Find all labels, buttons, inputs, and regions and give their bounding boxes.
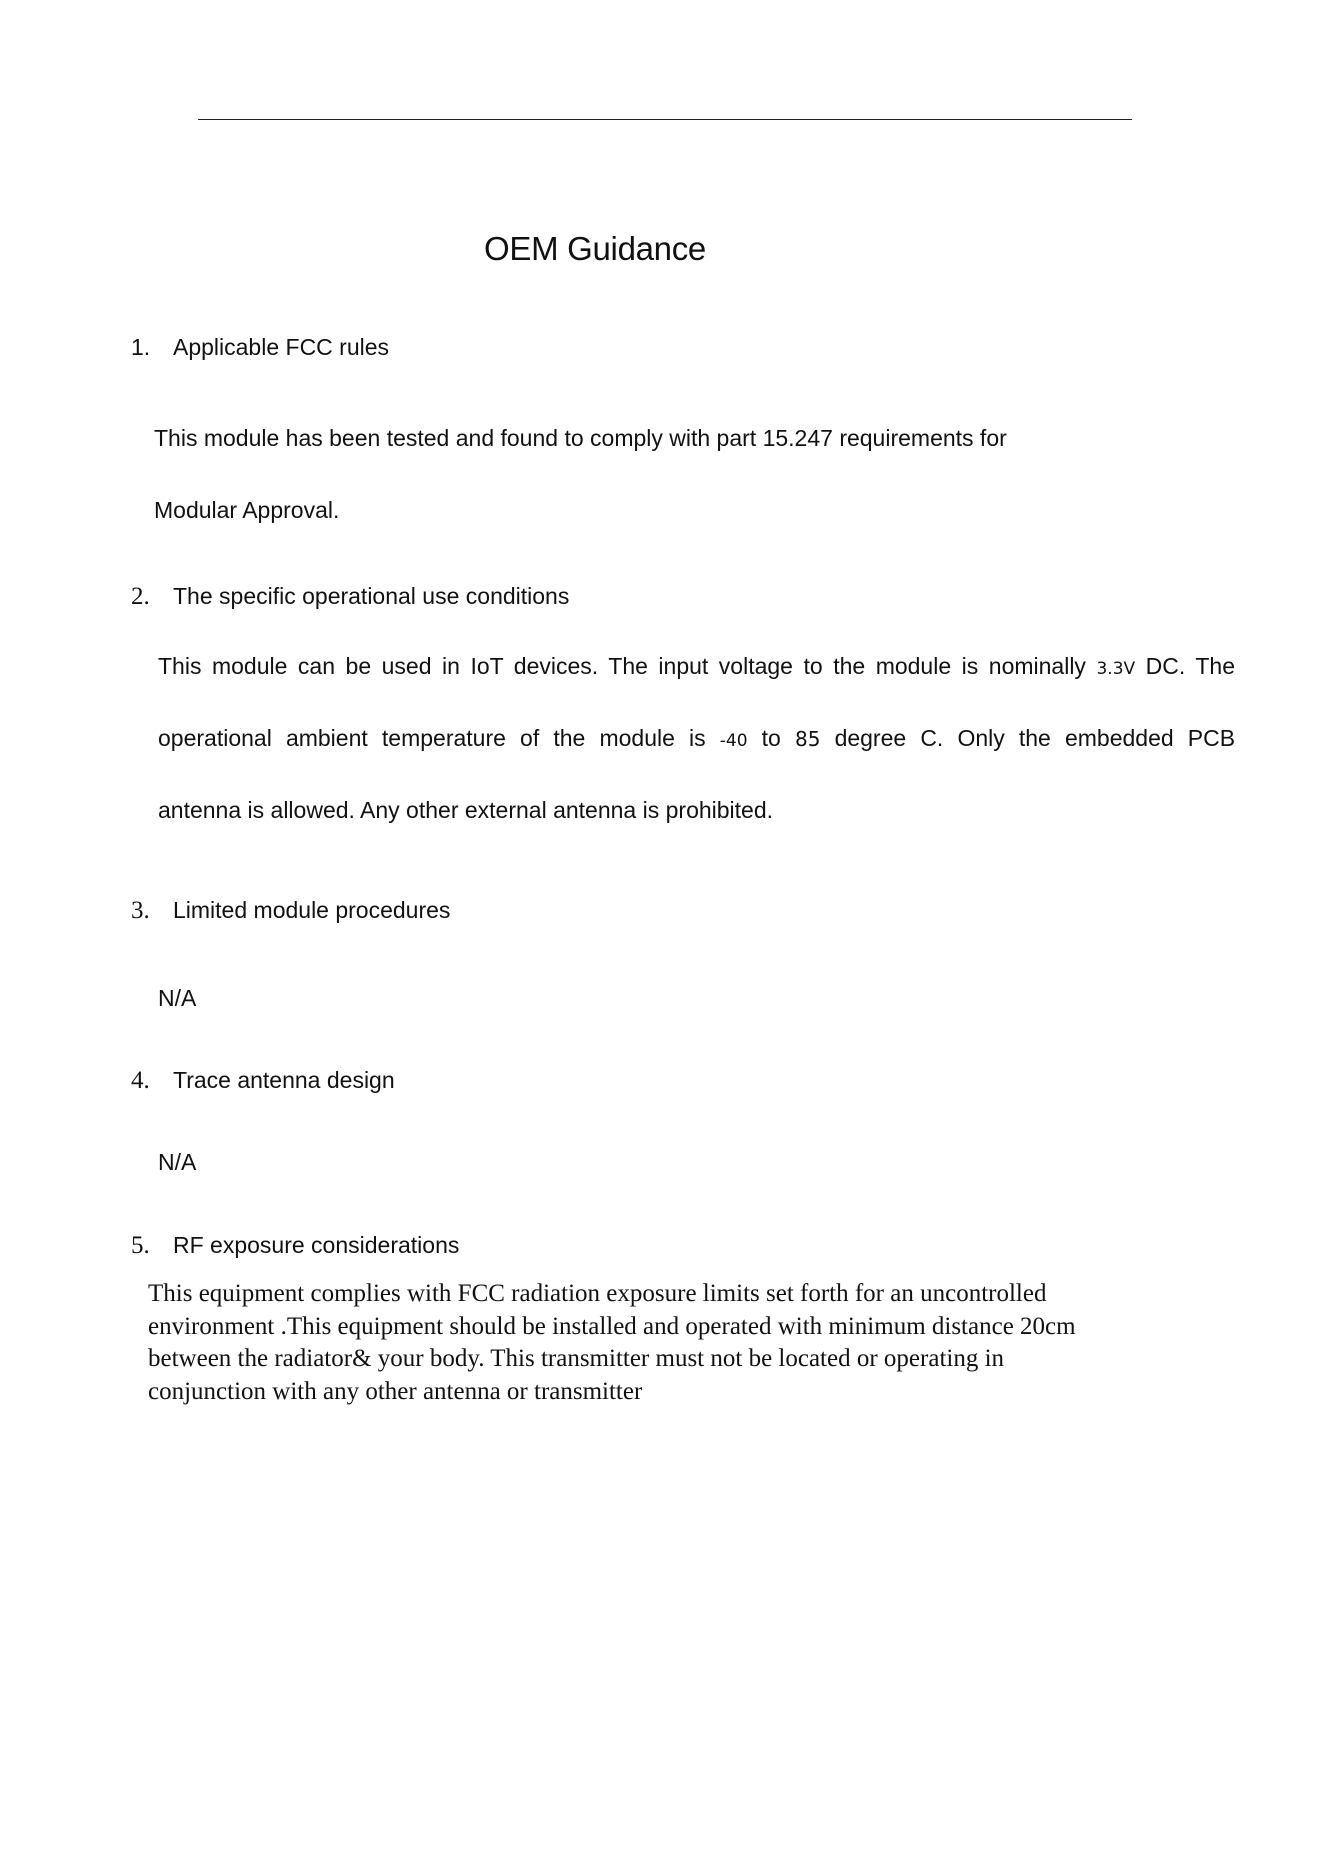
word: to xyxy=(761,725,781,751)
section-4-body: N/A xyxy=(158,1149,197,1175)
min-temperature-value: -40 xyxy=(719,731,748,751)
section-number: 2. xyxy=(131,583,150,610)
word: of xyxy=(520,725,540,751)
section-2-heading xyxy=(131,583,569,611)
section-1-body-line-2: Modular Approval. xyxy=(154,497,340,523)
word: C. xyxy=(920,725,944,751)
section-title: RF exposure considerations xyxy=(173,1232,460,1258)
page-title: OEM Guidance xyxy=(483,230,706,267)
section-4-heading xyxy=(131,1067,395,1095)
voltage-value: 3.3V xyxy=(1096,659,1136,679)
max-temperature-value: 85 xyxy=(794,727,821,751)
section-number: 1. xyxy=(131,334,151,360)
section-title: Limited module procedures xyxy=(173,897,451,923)
section-title: Applicable FCC rules xyxy=(173,334,390,360)
body-line: between the radiator& your body. This transmitter must not be located or operating in xyxy=(148,1345,1005,1372)
justified-line xyxy=(158,653,1235,680)
word: Only xyxy=(957,725,1005,751)
body-line: environment .This equipment should be installed and operated with minimum distance 20cm xyxy=(148,1312,1076,1340)
section-2-body-line-2 xyxy=(158,725,1235,752)
section-title: The specific operational use conditions xyxy=(173,583,570,609)
word: temperature xyxy=(381,725,506,751)
word: module xyxy=(599,725,675,751)
section-title: Trace antenna design xyxy=(173,1067,395,1093)
section-1-body-line-1: This module has been tested and found to comply with part 15.247 requirements for xyxy=(154,425,1007,451)
section-2-body-line-3: antenna is allowed. Any other external antenna is prohibited. xyxy=(158,797,774,823)
section-5-body xyxy=(148,1278,1076,1408)
word: degree xyxy=(834,725,907,751)
word: ambient xyxy=(285,725,368,751)
word: is xyxy=(689,725,706,751)
section-number: 4. xyxy=(131,1067,150,1094)
section-2-body-line-1 xyxy=(158,653,1235,680)
text-run: DC. The xyxy=(1145,653,1236,679)
body-line: This equipment complies with FCC radiation exposure limits set forth for an uncontrolled xyxy=(148,1280,1047,1307)
justified-line xyxy=(158,725,1235,752)
text-run: This module can be used in IoT devices. The input voltage to the module is nominally xyxy=(158,653,1086,679)
section-3-heading xyxy=(131,897,450,925)
body-line: conjunction with any other antenna or transmitter xyxy=(148,1377,643,1405)
section-1-heading xyxy=(131,334,389,361)
section-number: 3. xyxy=(131,897,150,924)
word: the xyxy=(1018,725,1051,751)
section-5-heading xyxy=(131,1232,459,1260)
word: PCB xyxy=(1187,725,1236,751)
section-number: 5. xyxy=(131,1232,150,1259)
section-3-body: N/A xyxy=(158,985,197,1011)
word: operational xyxy=(158,725,272,751)
word: the xyxy=(553,725,586,751)
word: embedded xyxy=(1064,725,1174,751)
header-rule xyxy=(198,119,1132,120)
